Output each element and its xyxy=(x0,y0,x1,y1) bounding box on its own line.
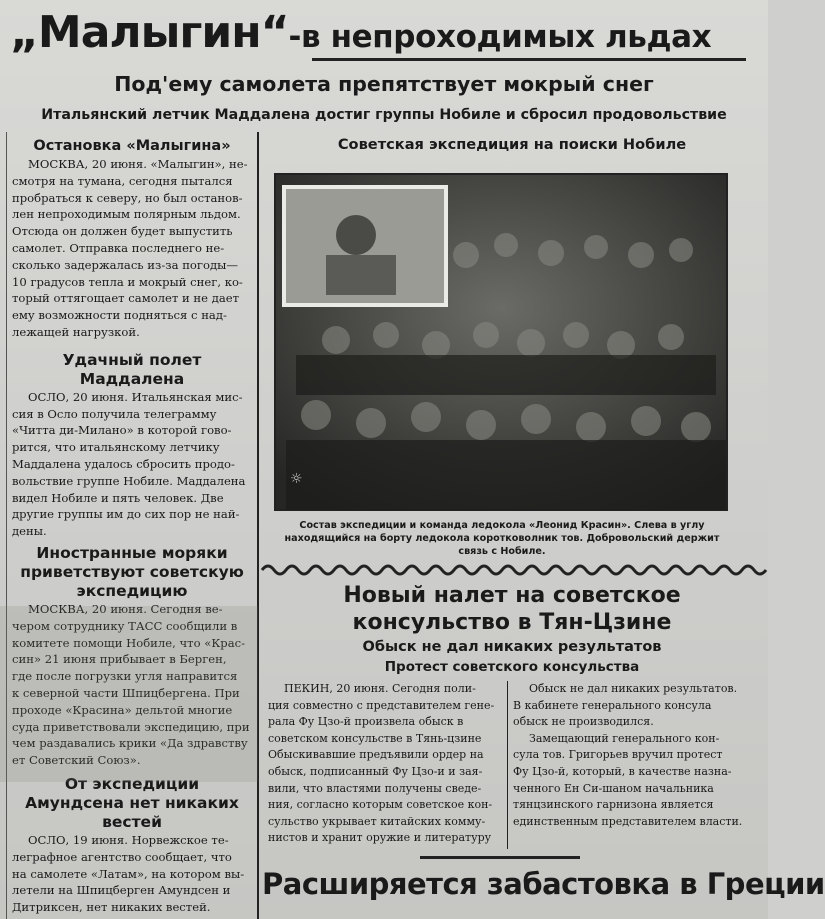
s1-line: ему возможности подняться с над- xyxy=(12,308,227,323)
paper-fold xyxy=(0,606,258,782)
c2-line: Фу Цзо-й, который, в качестве назна- xyxy=(513,764,732,778)
story-maddalena-body xyxy=(12,389,252,540)
c2-line: сула тов. Григорьев вручил протест xyxy=(513,748,723,762)
c2-line: Замещающий генерального кон- xyxy=(529,731,720,745)
c1-line: ПЕКИН, 20 июня. Сегодня поли- xyxy=(284,682,476,695)
s1-line: 10 градусов тепла и мокрый снег, ко- xyxy=(12,274,243,289)
s3-line: где после погрузки угля направится xyxy=(12,669,238,684)
c1-line: Обыскивавшие предъявили ордер на xyxy=(268,748,484,762)
s3-line: комитете помощи Нобиле, что «Крас- xyxy=(12,635,246,650)
wavy-divider xyxy=(262,561,762,573)
s1-line: лежащей нагрузкой. xyxy=(12,324,140,339)
s1-line: сколько задержалась из-за погоды— xyxy=(12,257,238,272)
headline-rest: -в непроходимых льдах xyxy=(288,19,712,55)
s3-line: син» 21 июня прибывает в Берген, xyxy=(12,652,227,667)
c2-line: обыск не производился. xyxy=(513,715,654,729)
s1-line: самолет. Отправка последнего не- xyxy=(12,240,225,255)
c1-line: сульство укрывает китайских комму- xyxy=(268,814,486,828)
consulate-right-body xyxy=(513,681,753,830)
headline-title xyxy=(10,2,758,64)
left-column xyxy=(12,136,252,919)
s4-line: летели на Шпицберген Амундсен и xyxy=(12,883,231,898)
consulate-title: Новый налет на советское консульство в Тян-Цзине xyxy=(343,583,681,635)
c1-line: советском консульстве в Тянь-цзине xyxy=(268,731,482,745)
s2-line: сия в Осло получила телеграмму xyxy=(12,406,217,421)
c2-line: тянцзинского гарнизона является xyxy=(513,798,714,812)
c2-line: В кабинете генерального консула xyxy=(513,698,712,712)
s3-line: чем раздавались крики «Да здравству xyxy=(12,736,248,751)
consulate-left-body xyxy=(268,681,504,847)
c1-line: вили, что властями получены сведе- xyxy=(268,781,482,795)
consulate-left-col xyxy=(268,681,504,851)
c1-line: рала Фу Цзо-й произвела обыск в xyxy=(268,715,464,729)
s1-line: лен непроходимым полярным льдом. xyxy=(12,207,241,222)
svg-text:☼: ☼ xyxy=(290,471,303,487)
s1-line: Отсюда он должен будет выпустить xyxy=(12,224,233,239)
column-divider xyxy=(257,132,259,919)
headline-quote: „Малыгин“ xyxy=(10,7,289,58)
subhead-plane: Под'ему самолета препятствует мокрый снег xyxy=(114,72,654,96)
s2-line: Маддалена удалось сбросить продо- xyxy=(12,456,235,471)
c2-line: единственным представителем власти. xyxy=(513,814,743,828)
s2-line: другие группы им до сих пор не най- xyxy=(12,507,240,522)
consulate-sub1: Обыск не дал никаких результатов xyxy=(362,639,662,655)
photo-heading: Советская экспедиция на поиски Нобиле xyxy=(337,136,687,153)
s1-line: МОСКВА, 20 июня. «Малыгин», не- xyxy=(28,157,248,171)
story-maddalena-title: Удачный полет Маддалена xyxy=(62,350,202,388)
s3-line: МОСКВА, 20 июня. Сегодня ве- xyxy=(28,601,223,616)
s2-line: дены. xyxy=(12,524,47,539)
s3-line: суда приветствовали экспедицию, при xyxy=(12,719,250,734)
s2-line: видел Нобиле и пять человек. Две xyxy=(12,490,224,505)
s3-line: чером сотруднику ТАСС сообщили в xyxy=(12,618,238,633)
c1-line: ция совместно с представителем гене- xyxy=(268,698,495,712)
story-malygin-body xyxy=(12,156,252,341)
consulate-right-col xyxy=(513,681,753,851)
greece-title: Расширяется забастовка в Греции xyxy=(262,867,825,901)
section-separator xyxy=(420,856,580,859)
s3-line: ет Советский Союз». xyxy=(12,753,141,768)
left-edge-rule xyxy=(6,132,7,919)
photo-caption: Состав экспедиции и команда ледокола «Леонид Красин». Слева в углу находящийся на борту ледокола коротковолник тов. Добровольский держит связь с Нобиле. xyxy=(284,520,720,557)
s3-line: к северной части Шпицбергена. При xyxy=(12,685,240,700)
s3-line: проходе «Красина» дельтой многие xyxy=(12,702,233,717)
s1-line: пробраться к северу, но был останов- xyxy=(12,190,243,205)
story-amundsen-title: От экспедиции Амундсена нет никаких вестей xyxy=(25,774,239,831)
c2-line: Обыск не дал никаких результатов. xyxy=(529,682,738,695)
c2-line: ченного Ен Си-шаном начальника xyxy=(513,781,714,795)
s2-line: ОСЛО, 20 июня. Итальянская мис- xyxy=(28,389,243,404)
expedition-photo xyxy=(274,173,728,511)
story-malygin-title: Остановка «Малыгина» xyxy=(33,138,231,154)
photo-crowd xyxy=(276,175,726,509)
c1-line: нистов и хранит оружие и литературу xyxy=(268,831,492,845)
consulate-sub2: Протест советского консульства xyxy=(384,659,640,675)
subhead-maddalena: Итальянский летчик Маддалена достиг группы Нобиле и сбросил продовольствие xyxy=(41,107,727,123)
story-amundsen-body xyxy=(12,832,252,916)
s4-line: ОСЛО, 19 июня. Норвежское те- xyxy=(28,832,229,847)
s2-line: «Читта ди-Милано» в которой гово- xyxy=(12,423,232,438)
s2-line: вольствие группе Нобиле. Маддалена xyxy=(12,473,246,488)
headline-underline xyxy=(312,58,746,61)
c1-line: обыск, подписанный Фу Цзо-и и зая- xyxy=(268,764,483,778)
s2-line: рится, что итальянскому летчику xyxy=(12,440,220,455)
consulate-col-divider xyxy=(507,681,508,849)
s1-line: смотря на тумана, сегодня пытался xyxy=(12,173,233,188)
s1-line: торый оттягощает самолет и не дает xyxy=(12,291,240,306)
story-sailors-title: Иностранные моряки приветствуют советскую экспедицию xyxy=(20,543,244,600)
s4-line: леграфное агентство сообщает, что xyxy=(12,849,232,864)
c1-line: ния, согласно которым советское кон- xyxy=(268,798,493,812)
s4-line: Дитриксен, нет никаких вестей. xyxy=(12,900,211,915)
s4-line: на самолете «Латам», на котором вы- xyxy=(12,866,245,881)
